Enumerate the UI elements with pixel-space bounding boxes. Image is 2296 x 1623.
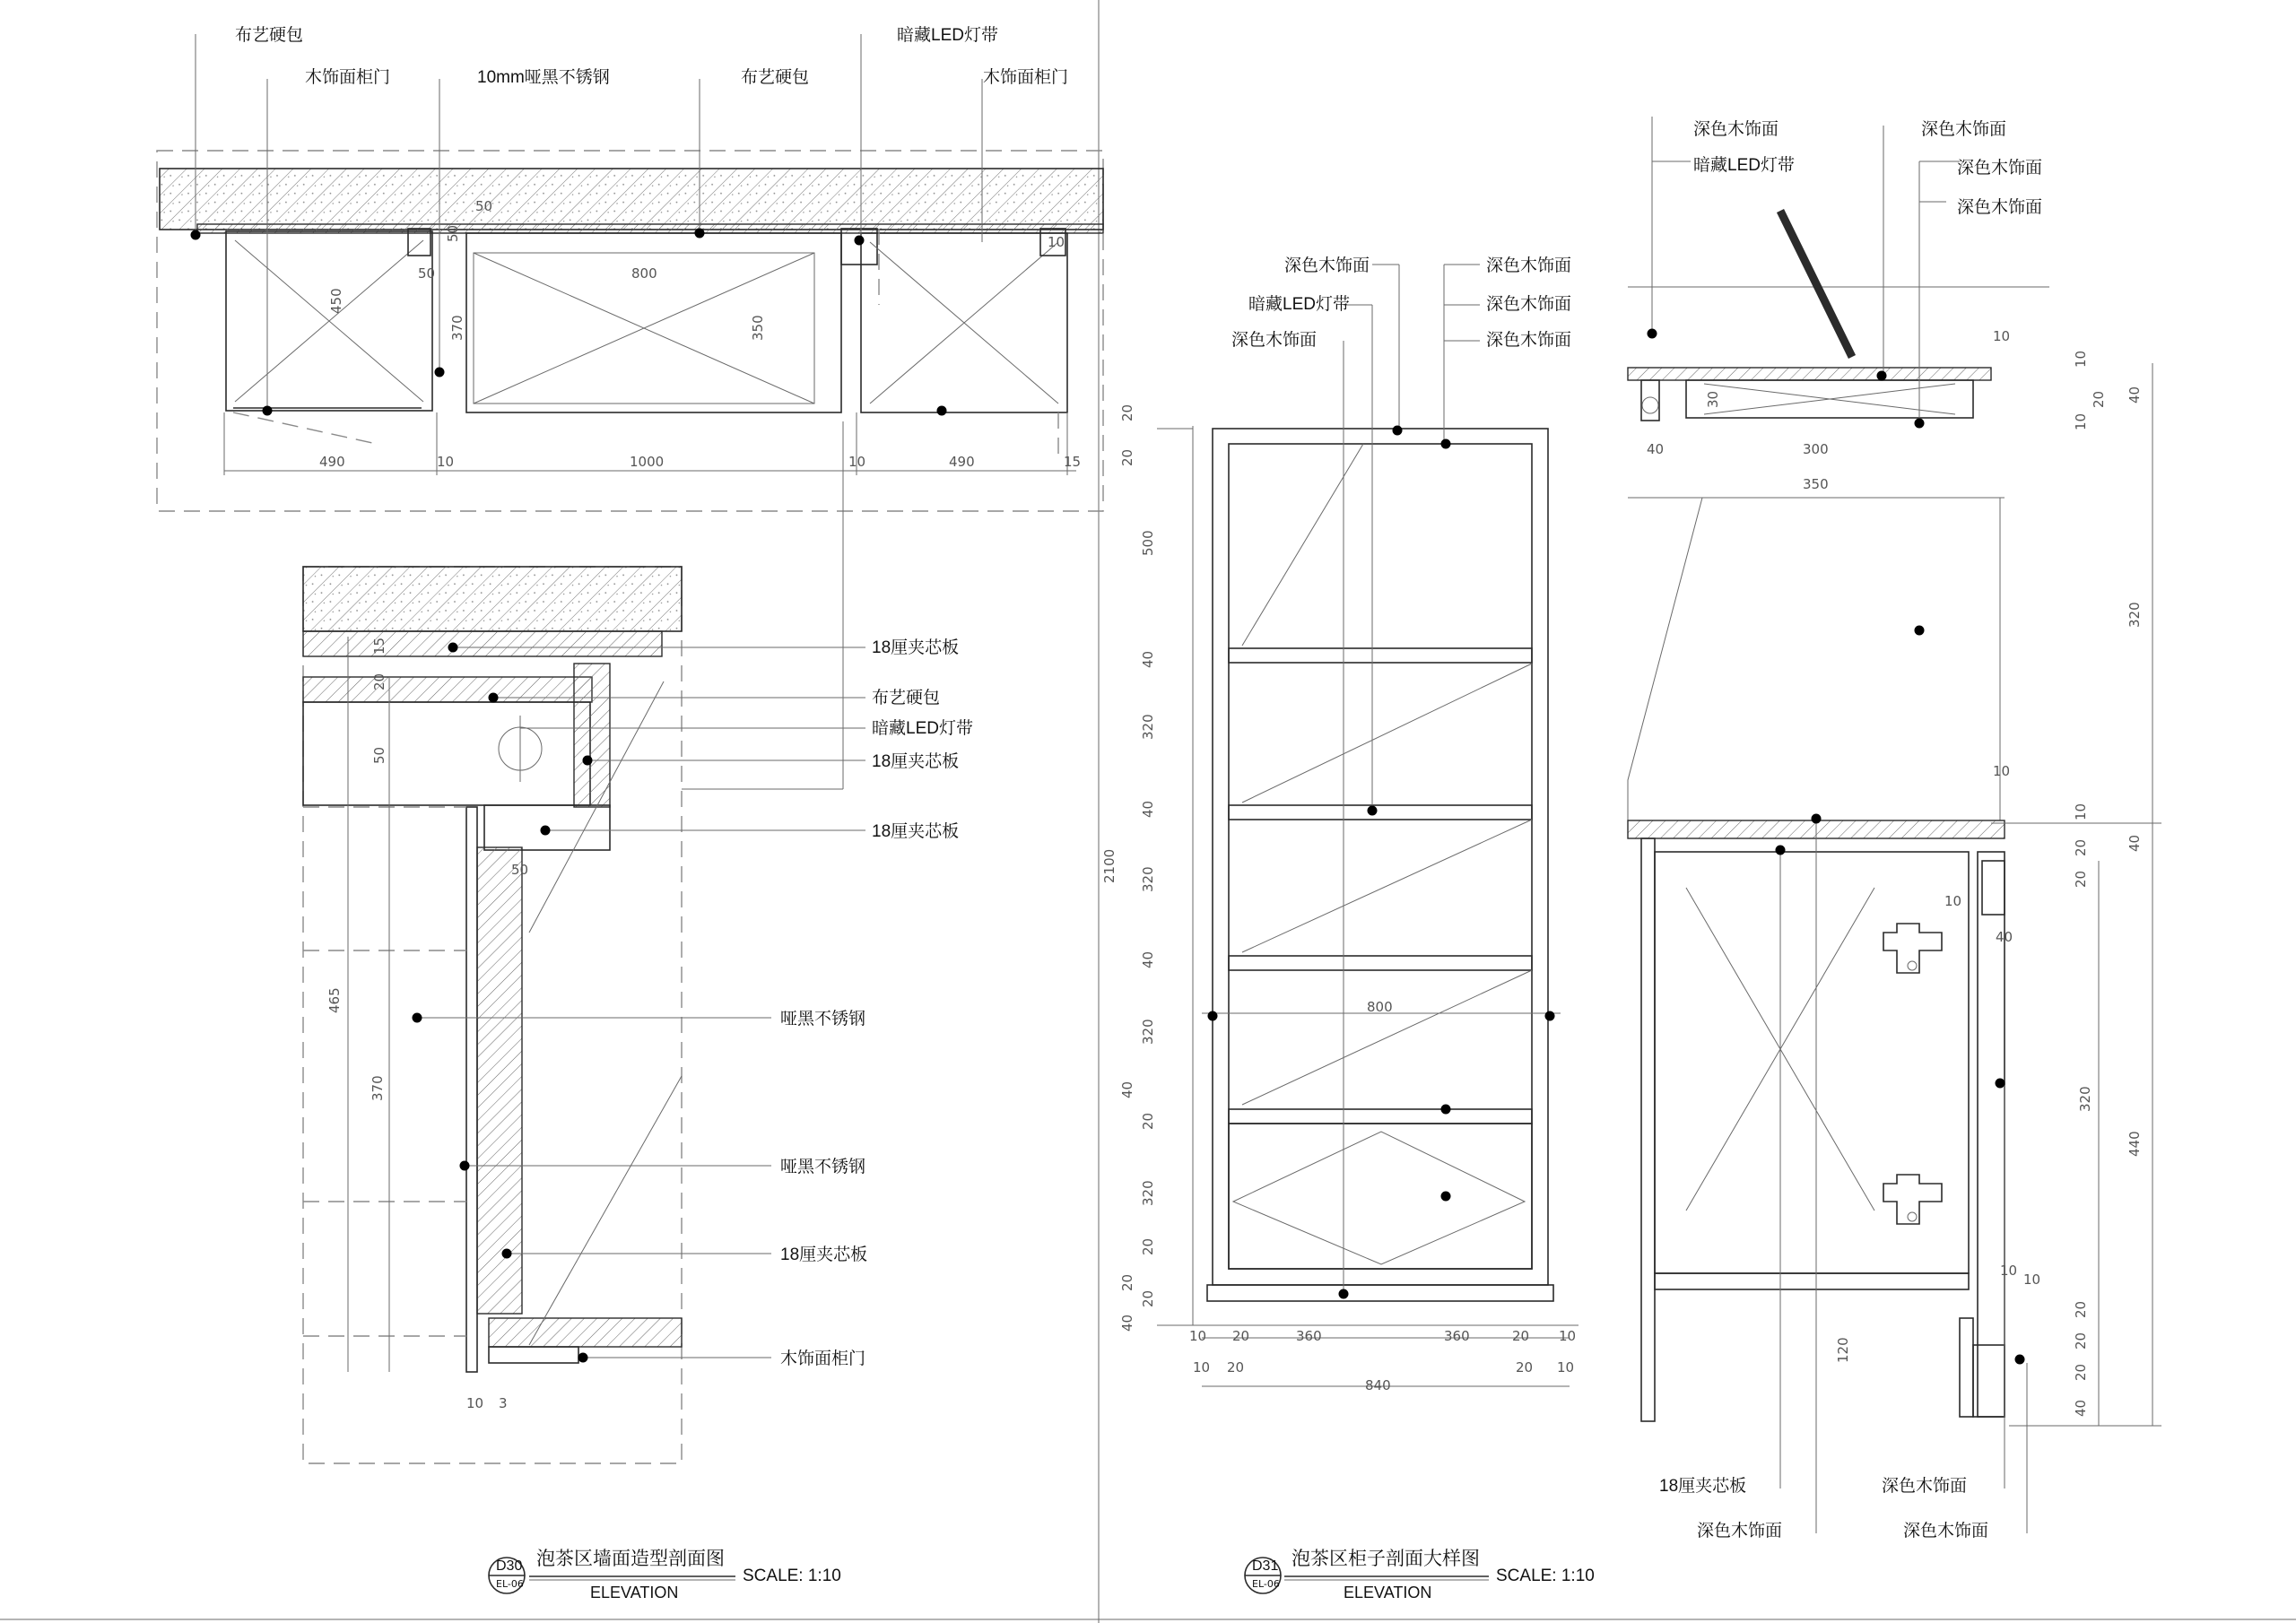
svg-text:300: 300 [1803, 441, 1829, 457]
svg-text:360: 360 [1444, 1328, 1470, 1344]
top-dim-1: 450 [328, 288, 344, 314]
svg-text:40: 40 [2126, 386, 2143, 404]
top-dim-9: 490 [949, 454, 975, 470]
svg-text:20: 20 [1232, 1328, 1250, 1344]
front-label-right-2: 深色木饰面 [1486, 331, 1572, 350]
svg-text:40: 40 [1647, 441, 1665, 457]
svg-text:40: 40 [1140, 950, 1156, 968]
top-dim-2: 370 [449, 315, 465, 341]
title-name-d31: 泡茶区柜子剖面大样图 [1292, 1549, 1480, 1569]
detail-label-0: 18厘夹芯板 [872, 638, 960, 657]
top-dim-11: 15 [1064, 454, 1082, 470]
top-dim-5: 350 [750, 315, 766, 341]
svg-text:20: 20 [1119, 448, 1135, 466]
svg-text:10: 10 [1193, 1359, 1211, 1376]
cabinet-side-section [1628, 117, 2161, 1533]
section-label-top-0: 深色木饰面 [1693, 120, 1779, 139]
front-label-left-0: 深色木饰面 [1284, 256, 1370, 275]
detail-label-7: 18厘夹芯板 [780, 1245, 868, 1264]
top-dim-6: 490 [319, 454, 345, 470]
title-sub: ELEVATION [590, 1584, 679, 1601]
detail-label-6: 哑黑不锈钢 [780, 1158, 866, 1176]
top-dim-4: 800 [631, 265, 657, 282]
section-label-top-2: 深色木饰面 [1921, 120, 2007, 139]
svg-text:360: 360 [1296, 1328, 1322, 1344]
detail-dim-6: 10 [466, 1395, 484, 1411]
section-label-bottom-3: 深色木饰面 [1903, 1522, 1989, 1541]
section-label-top-3: 深色木饰面 [1957, 159, 2043, 178]
svg-text:40: 40 [1140, 800, 1156, 818]
top-dim-12: 10 [1048, 234, 1065, 250]
top-dim-13: 50 [475, 198, 493, 214]
svg-text:20: 20 [1140, 1289, 1156, 1307]
right-drawing [1101, 117, 2161, 1601]
svg-text:320: 320 [2077, 1086, 2093, 1112]
section-label-bottom-0: 18厘夹芯板 [1659, 1477, 1747, 1496]
front-label-right-1: 深色木饰面 [1486, 295, 1572, 314]
top-label-5: 木饰面柜门 [983, 68, 1069, 87]
top-section-plan [157, 34, 1103, 789]
detail-dim-4: 465 [326, 987, 343, 1013]
title-scale: SCALE: 1:10 [743, 1567, 841, 1585]
svg-text:40: 40 [2073, 1399, 2089, 1417]
title-block-d30 [489, 1549, 841, 1601]
svg-text:500: 500 [1140, 530, 1156, 556]
svg-text:40: 40 [2126, 834, 2143, 852]
front-left-dims [1101, 404, 1156, 1332]
svg-text:320: 320 [1140, 866, 1156, 892]
svg-text:800: 800 [1367, 999, 1393, 1015]
top-label-2: 10mm哑黑不锈钢 [477, 68, 610, 87]
svg-text:10: 10 [2073, 803, 2089, 820]
section-label-top-4: 深色木饰面 [1957, 198, 2043, 217]
top-label-0: 布艺硬包 [235, 26, 304, 45]
detail-label-3: 18厘夹芯板 [872, 752, 960, 771]
front-bottom-dims [1189, 999, 1576, 1393]
section-dims [1647, 328, 2143, 1417]
svg-text:10: 10 [1944, 893, 1962, 909]
detail-label-8: 木饰面柜门 [780, 1350, 866, 1368]
detail-label-1: 布艺硬包 [872, 689, 941, 707]
detail-label-5: 哑黑不锈钢 [780, 1010, 866, 1028]
detail-dim-5: 370 [370, 1075, 386, 1101]
title-sheet: EL-06 [496, 1578, 524, 1590]
svg-text:20: 20 [2073, 1363, 2089, 1381]
front-label-left-1: 暗藏LED灯带 [1248, 295, 1350, 314]
svg-text:10: 10 [1559, 1328, 1577, 1344]
svg-text:20: 20 [1119, 1273, 1135, 1291]
svg-text:320: 320 [1140, 1180, 1156, 1206]
svg-text:840: 840 [1365, 1377, 1391, 1393]
svg-text:40: 40 [1996, 929, 2013, 945]
svg-text:20: 20 [2073, 1332, 2089, 1350]
detail-dim-3: 50 [511, 862, 529, 878]
svg-text:20: 20 [2073, 838, 2089, 856]
svg-text:10: 10 [1189, 1328, 1207, 1344]
top-label-3: 布艺硬包 [741, 68, 810, 87]
left-drawing [157, 25, 1103, 1601]
top-dim-10: 10 [437, 454, 455, 470]
svg-text:20: 20 [1140, 1237, 1156, 1255]
svg-text:20: 20 [1119, 404, 1135, 421]
detail-label-2: 暗藏LED灯带 [872, 719, 973, 738]
svg-text:10: 10 [2073, 412, 2089, 430]
title-code-d31: D31 [1252, 1558, 1279, 1574]
svg-text:20: 20 [1516, 1359, 1534, 1376]
title-sub-d31: ELEVATION [1344, 1584, 1432, 1601]
svg-text:10: 10 [1993, 763, 2011, 779]
svg-text:20: 20 [1512, 1328, 1530, 1344]
svg-text:440: 440 [2126, 1131, 2143, 1157]
svg-text:120: 120 [1835, 1337, 1851, 1363]
svg-text:40: 40 [1140, 650, 1156, 668]
front-label-right-0: 深色木饰面 [1486, 256, 1572, 275]
top-label-4: 暗藏LED灯带 [897, 26, 998, 45]
title-sheet-d31: EL-06 [1252, 1578, 1280, 1590]
title-name: 泡茶区墙面造型剖面图 [536, 1549, 725, 1569]
svg-text:320: 320 [1140, 714, 1156, 740]
detail-dim-0: 15 [371, 637, 387, 655]
top-label-1: 木饰面柜门 [305, 68, 391, 87]
svg-text:20: 20 [1227, 1359, 1245, 1376]
detail-dim-2: 50 [371, 746, 387, 764]
top-dim-7: 1000 [630, 454, 665, 470]
section-label-bottom-1: 深色木饰面 [1697, 1522, 1783, 1541]
svg-text:320: 320 [2126, 602, 2143, 628]
detail-dim-7: 3 [499, 1395, 508, 1411]
section-label-bottom-2: 深色木饰面 [1882, 1477, 1968, 1496]
title-block-d31 [1245, 1549, 1595, 1601]
top-dim-0: 50 [418, 265, 436, 282]
svg-text:20: 20 [2073, 870, 2089, 888]
svg-text:40: 40 [1119, 1081, 1135, 1098]
svg-text:10: 10 [2073, 350, 2089, 368]
svg-text:10: 10 [2000, 1263, 2018, 1279]
svg-text:10: 10 [1993, 328, 2011, 344]
title-code: D30 [496, 1558, 523, 1574]
svg-text:10: 10 [1557, 1359, 1575, 1376]
cabinet-front-elevation [1157, 265, 1578, 1386]
svg-text:20: 20 [2073, 1300, 2089, 1318]
svg-text:2100: 2100 [1101, 848, 1118, 883]
front-label-left-2: 深色木饰面 [1231, 331, 1318, 350]
svg-text:320: 320 [1140, 1019, 1156, 1045]
detail-label-4: 18厘夹芯板 [872, 822, 960, 841]
top-dim-3: 50 [445, 224, 461, 242]
svg-text:20: 20 [2091, 390, 2107, 408]
svg-text:10: 10 [2023, 1271, 2041, 1288]
svg-text:20: 20 [1140, 1112, 1156, 1130]
top-dim-8: 10 [848, 454, 866, 470]
svg-text:30: 30 [1705, 390, 1721, 408]
detail-dim-1: 20 [371, 673, 387, 690]
svg-text:40: 40 [1119, 1314, 1135, 1332]
section-label-top-1: 暗藏LED灯带 [1693, 156, 1795, 175]
title-scale-d31: SCALE: 1:10 [1496, 1567, 1595, 1585]
svg-text:350: 350 [1803, 476, 1829, 492]
